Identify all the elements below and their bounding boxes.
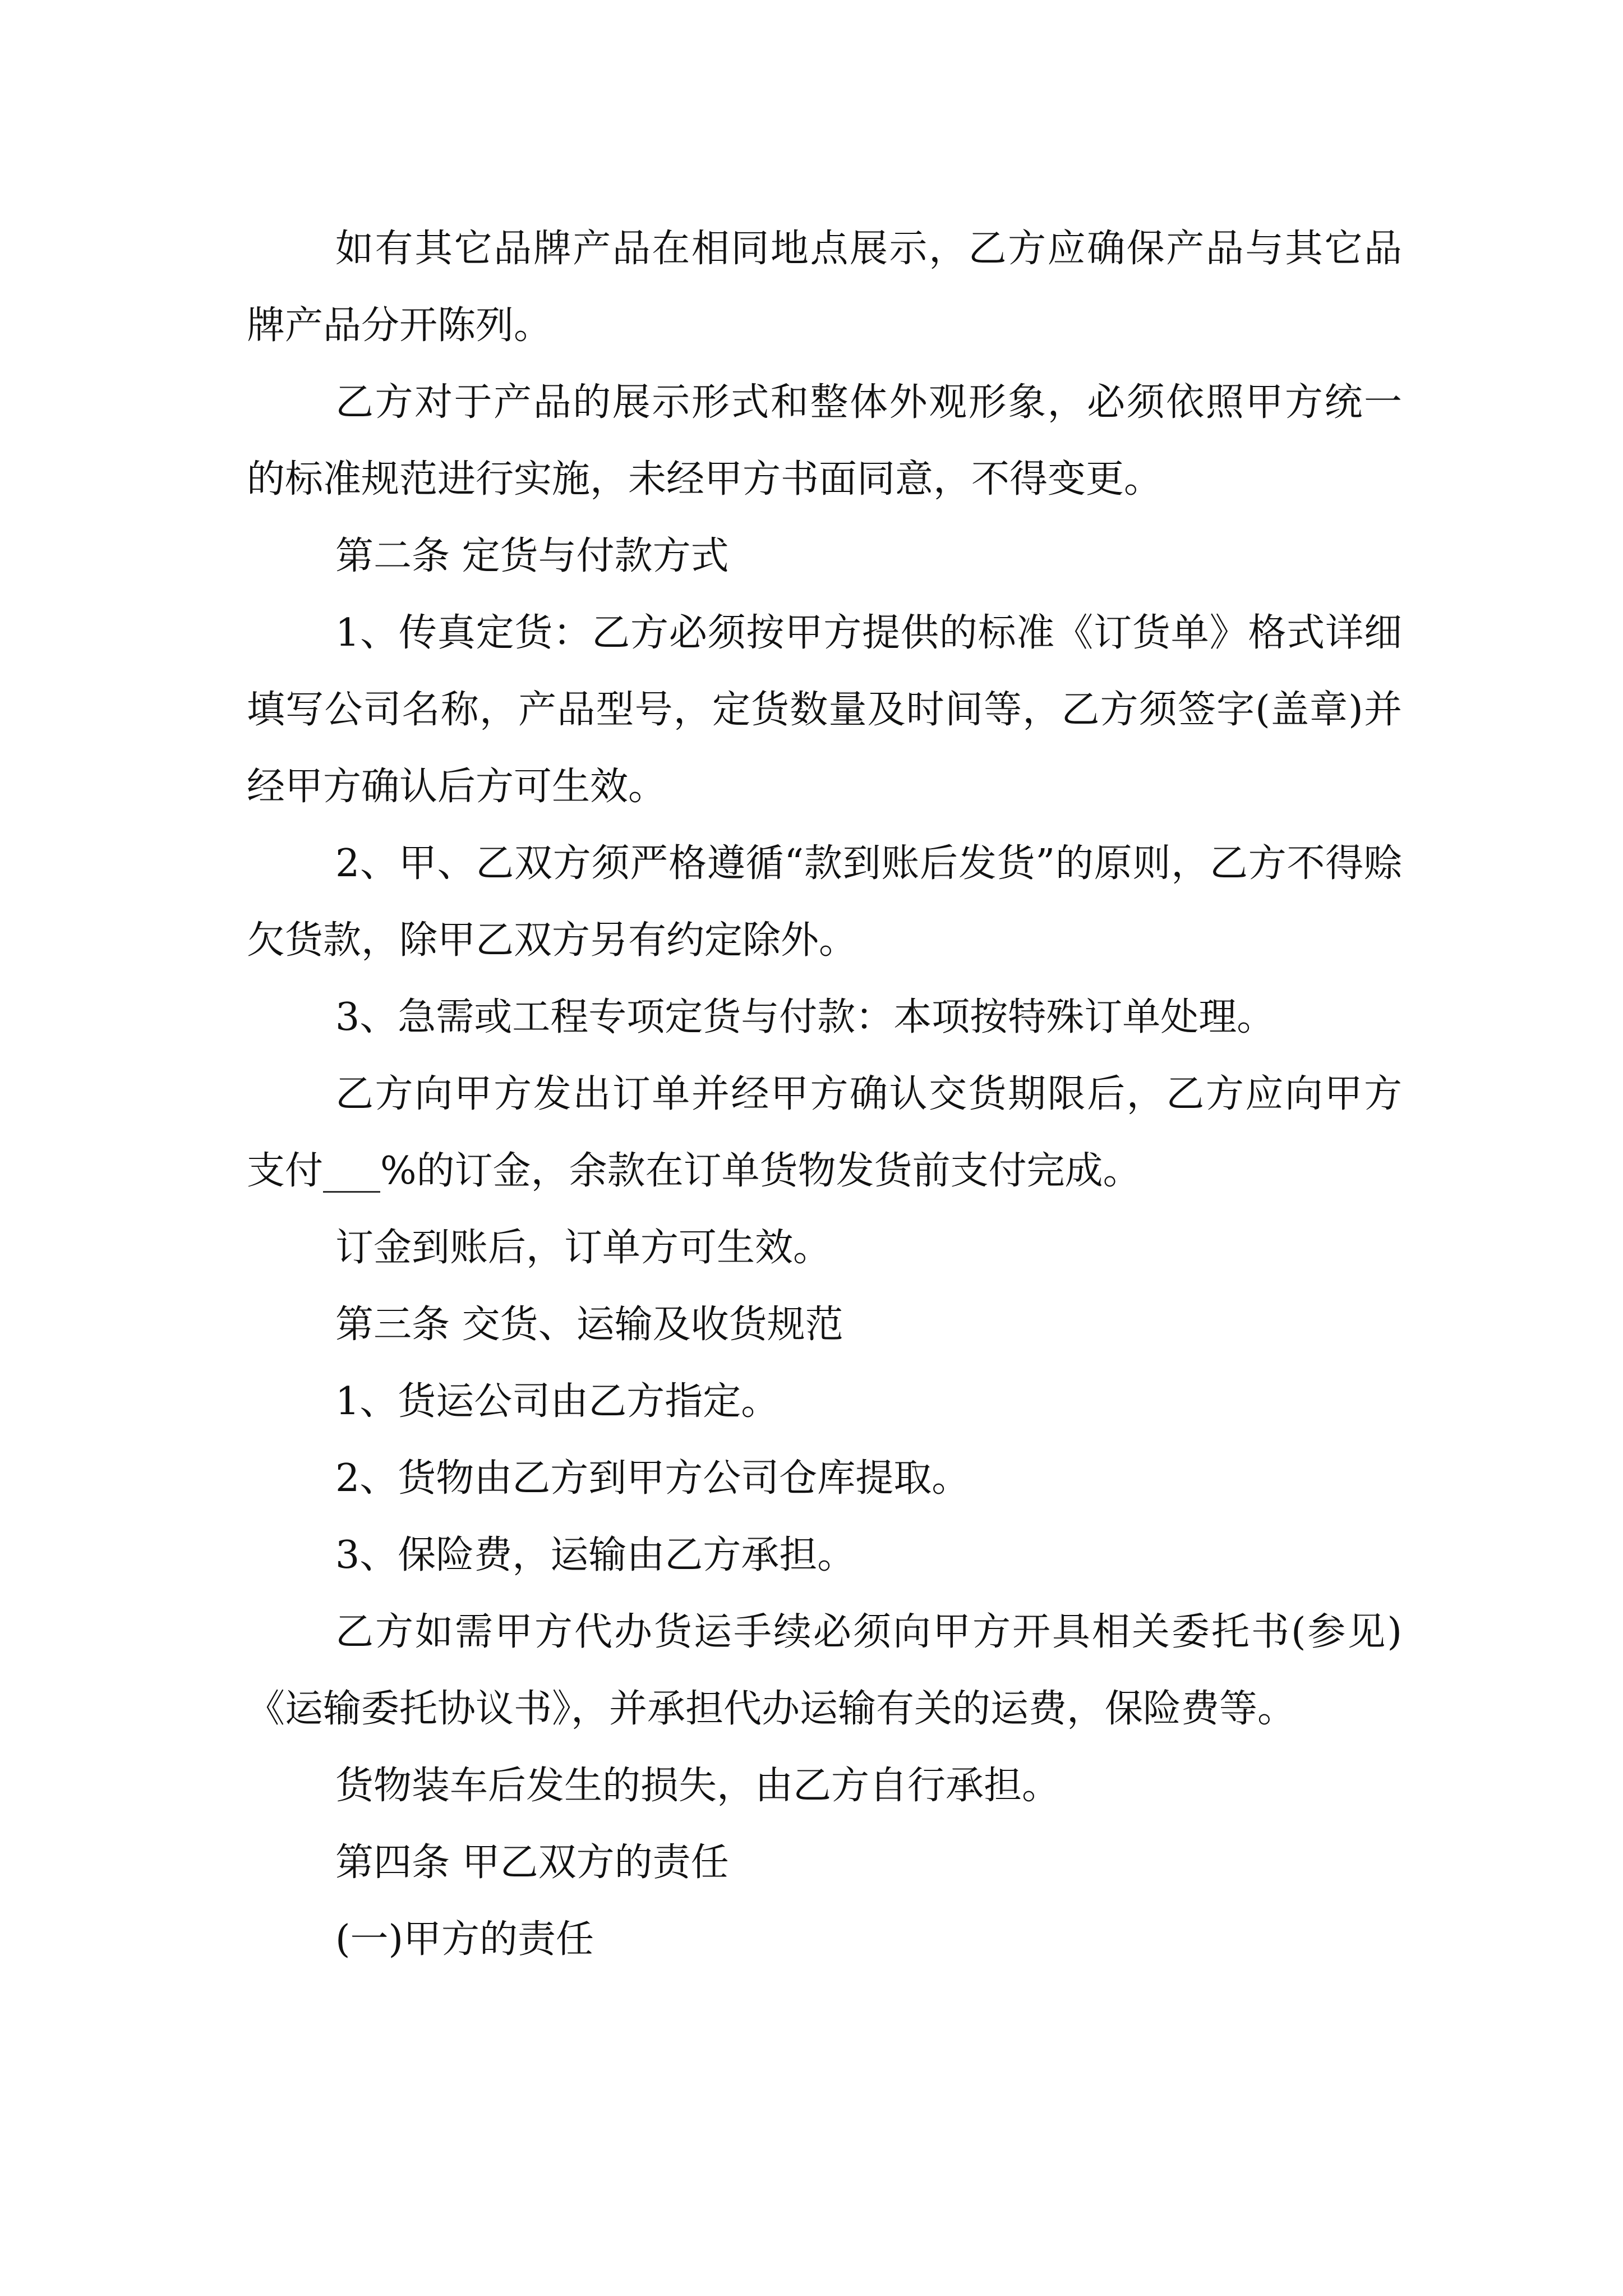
paragraph-display-separation: 如有其它品牌产品在相同地点展示，乙方应确保产品与其它品牌产品分开陈列。 <box>247 227 1402 348</box>
document-body <box>247 210 1402 1978</box>
paragraph-deposit-effective: 订金到账后，订单方可生效。 <box>335 1226 832 1270</box>
clause-3-1-carrier: 1、货运公司由乙方指定。 <box>335 1379 780 1424</box>
paragraph-loss-after-loading: 货物装车后发生的损失，由乙方自行承担。 <box>335 1764 1061 1808</box>
paragraph-display-standard: 乙方对于产品的展示形式和整体外观形象，必须依照甲方统一的标准规范进行实施，未经甲方书面同意，不得变更。 <box>247 380 1402 501</box>
paragraph-deposit: 乙方向甲方发出订单并经甲方确认交货期限后，乙方应向甲方支付___%的订金，余款在订单货物发货前支付完成。 <box>247 1072 1402 1193</box>
clause-2-1-fax-order: 1、传真定货：乙方必须按甲方提供的标准《订货单》格式详细填写公司名称，产品型号，定货数量及时间等，乙方须签字(盖章)并经甲方确认后方可生效。 <box>247 611 1402 809</box>
article-4-heading: 第四条 甲乙双方的责任 <box>335 1841 729 1885</box>
article-2-heading: 第二条 定货与付款方式 <box>335 534 729 578</box>
clause-2-3-special-order: 3、急需或工程专项定货与付款：本项按特殊订单处理。 <box>335 995 1275 1039</box>
clause-3-3-insurance: 3、保险费，运输由乙方承担。 <box>335 1533 856 1577</box>
clause-2-2-payment-first: 2、甲、乙双方须严格遵循“款到账后发货”的原则，乙方不得赊欠货款，除甲乙双方另有约定除外。 <box>247 841 1402 963</box>
section-party-a-responsibility: (一)甲方的责任 <box>335 1917 594 1962</box>
clause-3-2-pickup: 2、货物由乙方到甲方公司仓库提取。 <box>335 1456 970 1501</box>
paragraph-shipping-agency: 乙方如需甲方代办货运手续必须向甲方开具相关委托书(参见)《运输委托协议书》，并承担代办运输有关的运费，保险费等。 <box>247 1610 1402 1731</box>
article-3-heading: 第三条 交货、运输及收货规范 <box>335 1303 843 1347</box>
